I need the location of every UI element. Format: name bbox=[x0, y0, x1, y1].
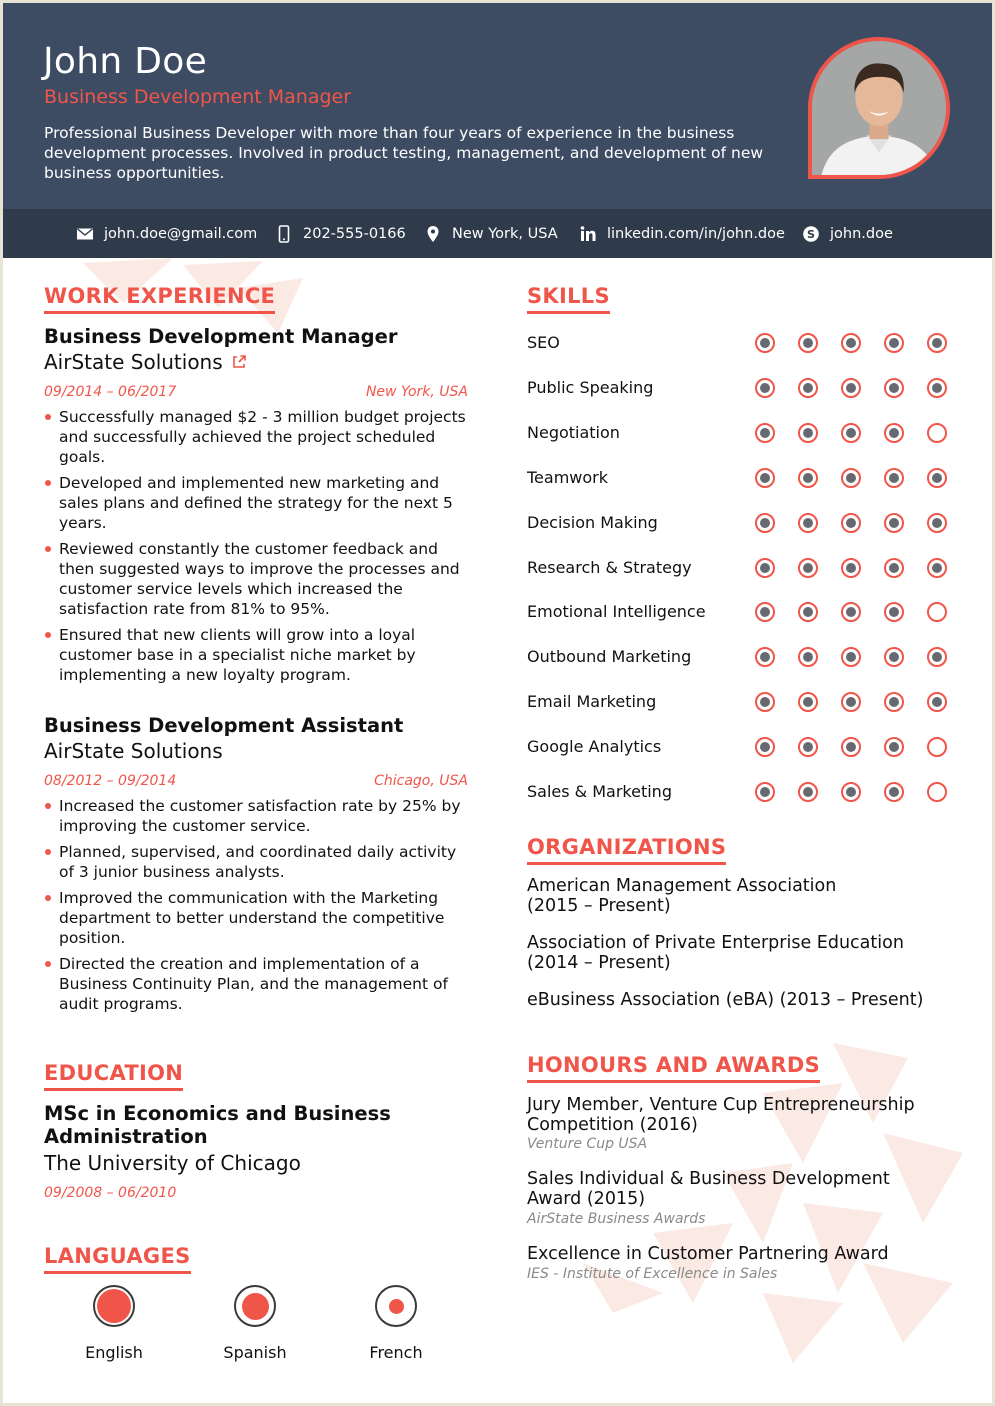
skill-dot-fill bbox=[889, 607, 899, 617]
skill-dot-filled bbox=[798, 692, 818, 712]
education-dates: 09/2008 – 06/2010 bbox=[44, 1185, 177, 1201]
skill-dot-filled bbox=[884, 423, 904, 443]
skill-dot-filled bbox=[927, 378, 947, 398]
skill-dot-fill bbox=[760, 473, 770, 483]
award-issuer: IES - Institute of Excellence in Sales bbox=[527, 1266, 778, 1282]
skill-dot-filled bbox=[884, 602, 904, 622]
award-issuer: AirState Business Awards bbox=[527, 1211, 706, 1227]
skill-dot-fill bbox=[803, 787, 813, 797]
language-level-indicator bbox=[93, 1285, 135, 1327]
section-title-awards: HONOURS AND AWARDS bbox=[527, 1052, 820, 1083]
skill-dot-filled bbox=[927, 513, 947, 533]
job-location: Chicago, USA bbox=[374, 773, 468, 789]
skill-dot-fill bbox=[760, 518, 770, 528]
list-item: Developed and implemented new marketing and sales plans and defined the strategy for the next 5 years. bbox=[44, 473, 474, 533]
skill-dot-filled bbox=[755, 513, 775, 533]
skill-dot-filled bbox=[798, 468, 818, 488]
section-title-skills: SKILLS bbox=[527, 283, 610, 314]
job-meta bbox=[44, 384, 468, 400]
skill-dot-filled bbox=[798, 647, 818, 667]
external-link-icon[interactable] bbox=[231, 354, 247, 370]
skill-dot-fill bbox=[803, 607, 813, 617]
skill-dot-empty bbox=[927, 602, 947, 622]
skill-dot-filled bbox=[755, 423, 775, 443]
contact-skype[interactable] bbox=[802, 209, 893, 258]
skill-dot-filled bbox=[841, 333, 861, 353]
organization-item: Association of Private Enterprise Education (2014 – Present) bbox=[527, 933, 904, 973]
skill-dot-filled bbox=[798, 423, 818, 443]
skill-dot-filled bbox=[927, 558, 947, 578]
skill-dot-fill bbox=[846, 607, 856, 617]
job-bullets bbox=[44, 796, 474, 1020]
job-bullets bbox=[44, 407, 474, 691]
skill-dot-filled bbox=[884, 378, 904, 398]
skill-dot-filled bbox=[798, 513, 818, 533]
skill-dot-fill bbox=[932, 563, 942, 573]
job-title: Business Development Manager bbox=[44, 325, 398, 348]
section-title-languages: LANGUAGES bbox=[44, 1243, 191, 1274]
skill-dot-fill bbox=[760, 563, 770, 573]
skill-dot-filled bbox=[755, 333, 775, 353]
skill-dot-fill bbox=[932, 473, 942, 483]
list-item: Planned, supervised, and coordinated daily activity of 3 junior business analysts. bbox=[44, 842, 474, 882]
skill-dot-filled bbox=[841, 737, 861, 757]
skill-dot-fill bbox=[803, 383, 813, 393]
skill-dot-fill bbox=[803, 742, 813, 752]
contact-phone[interactable] bbox=[275, 209, 406, 258]
skill-row bbox=[527, 556, 957, 580]
summary: Professional Business Developer with more than four years of experience in the business development processes. Involved in product testing, management, and development of new business opportunities. bbox=[44, 124, 764, 182]
list-item: Improved the communication with the Marketing department to better understand the competitive position. bbox=[44, 888, 474, 948]
skill-name: Public Speaking bbox=[527, 377, 654, 397]
skill-dot-fill bbox=[760, 383, 770, 393]
school-name: The University of Chicago bbox=[44, 1151, 301, 1175]
skill-dot-filled bbox=[841, 378, 861, 398]
person-title: Business Development Manager bbox=[44, 86, 352, 108]
company-name: AirState Solutions bbox=[44, 739, 223, 763]
skill-row bbox=[527, 690, 957, 714]
skill-dot-filled bbox=[798, 558, 818, 578]
skill-name: Decision Making bbox=[527, 512, 658, 532]
skill-dot-filled bbox=[884, 558, 904, 578]
skill-dot-filled bbox=[841, 468, 861, 488]
skill-dot-empty bbox=[927, 782, 947, 802]
skill-dot-fill bbox=[889, 652, 899, 662]
skill-dot-filled bbox=[755, 737, 775, 757]
skill-dot-filled bbox=[755, 647, 775, 667]
skill-dot-fill bbox=[803, 473, 813, 483]
skill-row bbox=[527, 600, 957, 624]
skill-row bbox=[527, 645, 957, 669]
award-title: Excellence in Customer Partnering Award bbox=[527, 1244, 889, 1264]
mail-icon bbox=[76, 225, 94, 243]
skill-dot-filled bbox=[841, 647, 861, 667]
skill-dot-filled bbox=[927, 333, 947, 353]
skill-row bbox=[527, 331, 957, 355]
skill-dot-filled bbox=[755, 782, 775, 802]
skill-dot-fill bbox=[846, 563, 856, 573]
skill-name: Teamwork bbox=[527, 467, 609, 487]
section-title-work: WORK EXPERIENCE bbox=[44, 283, 275, 314]
skype-text: john.doe bbox=[830, 225, 893, 242]
award-title: Jury Member, Venture Cup Entrepreneurship Competition (2016) bbox=[527, 1095, 915, 1135]
skill-name: Emotional Intelligence bbox=[527, 602, 706, 622]
language-item bbox=[205, 1285, 305, 1362]
contact-email[interactable] bbox=[76, 209, 257, 258]
skill-dot-fill bbox=[803, 338, 813, 348]
skill-name: Email Marketing bbox=[527, 692, 657, 712]
skill-dot-filled bbox=[841, 782, 861, 802]
language-level-indicator bbox=[375, 1285, 417, 1327]
skill-name: Outbound Marketing bbox=[527, 647, 692, 667]
skill-dot-filled bbox=[884, 737, 904, 757]
phone-text: 202-555-0166 bbox=[303, 225, 406, 242]
language-item bbox=[64, 1285, 164, 1362]
skill-name: Research & Strategy bbox=[527, 557, 692, 577]
header bbox=[3, 3, 992, 209]
skill-dot-fill bbox=[932, 652, 942, 662]
skill-dot-filled bbox=[798, 333, 818, 353]
list-item: Increased the customer satisfaction rate by 25% by improving the customer service. bbox=[44, 796, 474, 836]
location-icon bbox=[424, 225, 442, 243]
skill-dot-fill bbox=[760, 338, 770, 348]
skill-row bbox=[527, 735, 957, 759]
award-issuer: Venture Cup USA bbox=[527, 1136, 648, 1152]
skill-dot-fill bbox=[760, 652, 770, 662]
contact-location bbox=[424, 209, 558, 258]
language-level-dot bbox=[389, 1299, 404, 1314]
skill-dot-filled bbox=[841, 692, 861, 712]
job-title: Business Development Assistant bbox=[44, 714, 404, 737]
skill-name: SEO bbox=[527, 333, 560, 352]
skill-name: Sales & Marketing bbox=[527, 782, 672, 801]
skill-dot-filled bbox=[755, 602, 775, 622]
skill-dot-fill bbox=[846, 518, 856, 528]
skill-dot-fill bbox=[803, 563, 813, 573]
skill-dot-fill bbox=[846, 787, 856, 797]
skill-dot-fill bbox=[846, 338, 856, 348]
company-name[interactable]: AirState Solutions bbox=[44, 350, 247, 374]
job-location: New York, USA bbox=[365, 384, 468, 400]
skill-dot-filled bbox=[927, 468, 947, 488]
skill-dot-filled bbox=[884, 782, 904, 802]
skill-dot-fill bbox=[803, 428, 813, 438]
skill-dot-empty bbox=[927, 423, 947, 443]
skill-dot-filled bbox=[927, 647, 947, 667]
skill-dot-fill bbox=[760, 607, 770, 617]
linkedin-text: linkedin.com/in/john.doe bbox=[607, 225, 785, 242]
skill-dot-fill bbox=[846, 383, 856, 393]
contact-bar bbox=[3, 209, 992, 258]
language-name: French bbox=[369, 1343, 423, 1362]
language-level-dot bbox=[242, 1293, 269, 1320]
skill-dot-filled bbox=[884, 692, 904, 712]
resume-page bbox=[3, 3, 992, 1403]
language-level-dot bbox=[97, 1289, 131, 1323]
skill-dot-filled bbox=[841, 602, 861, 622]
skill-dot-fill bbox=[846, 473, 856, 483]
section-title-organizations: ORGANIZATIONS bbox=[527, 834, 726, 865]
skill-dot-filled bbox=[841, 423, 861, 443]
award-title: Sales Individual & Business Development Award (2015) bbox=[527, 1169, 890, 1209]
skill-dot-fill bbox=[889, 563, 899, 573]
skill-dot-fill bbox=[932, 338, 942, 348]
language-name: Spanish bbox=[223, 1343, 287, 1362]
language-item bbox=[346, 1285, 446, 1362]
svg-text:S: S bbox=[807, 227, 815, 241]
skill-dot-fill bbox=[889, 428, 899, 438]
language-level-indicator bbox=[234, 1285, 276, 1327]
skill-dot-fill bbox=[760, 742, 770, 752]
organization-item: American Management Association (2015 – Present) bbox=[527, 876, 837, 916]
job-dates: 08/2012 – 09/2014 bbox=[44, 773, 177, 789]
skill-dot-fill bbox=[846, 652, 856, 662]
profile-photo bbox=[808, 37, 950, 179]
skill-dot-filled bbox=[884, 468, 904, 488]
skill-dot-fill bbox=[803, 518, 813, 528]
location-text: New York, USA bbox=[452, 225, 558, 242]
person-name: John Doe bbox=[43, 41, 208, 82]
skill-name: Google Analytics bbox=[527, 737, 662, 757]
organization-item: eBusiness Association (eBA) (2013 – Present) bbox=[527, 990, 924, 1010]
skill-dot-fill bbox=[846, 742, 856, 752]
email-text: john.doe@gmail.com bbox=[104, 225, 258, 242]
skill-dot-filled bbox=[798, 378, 818, 398]
skill-row bbox=[527, 421, 957, 445]
skill-dot-fill bbox=[846, 428, 856, 438]
skill-dot-fill bbox=[803, 652, 813, 662]
language-name: English bbox=[85, 1343, 143, 1362]
job-meta bbox=[44, 773, 468, 789]
contact-linkedin[interactable] bbox=[579, 209, 785, 258]
section-title-education: EDUCATION bbox=[44, 1060, 183, 1091]
skill-dot-filled bbox=[798, 782, 818, 802]
list-item: Ensured that new clients will grow into a loyal customer base in a specialist niche market by implementing a new loyalty program. bbox=[44, 625, 474, 685]
skill-dot-fill bbox=[932, 697, 942, 707]
skill-dot-fill bbox=[889, 742, 899, 752]
skill-dot-filled bbox=[841, 513, 861, 533]
skill-dot-fill bbox=[760, 697, 770, 707]
skill-dot-fill bbox=[846, 697, 856, 707]
skill-dot-fill bbox=[760, 787, 770, 797]
skill-dot-fill bbox=[932, 383, 942, 393]
skill-dot-filled bbox=[798, 602, 818, 622]
skill-row bbox=[527, 466, 957, 490]
skill-dot-empty bbox=[927, 737, 947, 757]
skill-dot-fill bbox=[889, 338, 899, 348]
skill-name: Negotiation bbox=[527, 422, 620, 442]
skill-dot-fill bbox=[760, 428, 770, 438]
skill-dot-fill bbox=[803, 697, 813, 707]
linkedin-icon bbox=[579, 225, 597, 243]
skill-dot-filled bbox=[798, 737, 818, 757]
skype-icon bbox=[802, 225, 820, 243]
degree-title: MSc in Economics and Business Administration bbox=[44, 1102, 391, 1148]
job-dates: 09/2014 – 06/2017 bbox=[44, 384, 177, 400]
skill-dot-filled bbox=[755, 378, 775, 398]
skill-dot-fill bbox=[889, 787, 899, 797]
skill-dot-fill bbox=[889, 697, 899, 707]
skill-dot-fill bbox=[889, 518, 899, 528]
skill-dot-filled bbox=[884, 333, 904, 353]
skill-row bbox=[527, 511, 957, 535]
skill-dot-fill bbox=[889, 383, 899, 393]
list-item: Reviewed constantly the customer feedback and then suggested ways to improve the processes and customer service levels which increased the satisfaction rate from 81% to 95%. bbox=[44, 539, 474, 619]
skill-dot-filled bbox=[755, 468, 775, 488]
skill-dot-fill bbox=[889, 473, 899, 483]
skill-dot-filled bbox=[755, 692, 775, 712]
list-item: Directed the creation and implementation of a Business Continuity Plan, and the management of audit programs. bbox=[44, 954, 474, 1014]
skill-dot-filled bbox=[755, 558, 775, 578]
skill-dot-filled bbox=[884, 513, 904, 533]
skill-dot-filled bbox=[841, 558, 861, 578]
skill-dot-fill bbox=[932, 518, 942, 528]
skill-row bbox=[527, 780, 957, 804]
skill-row bbox=[527, 376, 957, 400]
list-item: Successfully managed $2 - 3 million budget projects and successfully achieved the project scheduled goals. bbox=[44, 407, 474, 467]
skill-dot-filled bbox=[884, 647, 904, 667]
phone-icon bbox=[275, 225, 293, 243]
skill-dot-filled bbox=[927, 692, 947, 712]
